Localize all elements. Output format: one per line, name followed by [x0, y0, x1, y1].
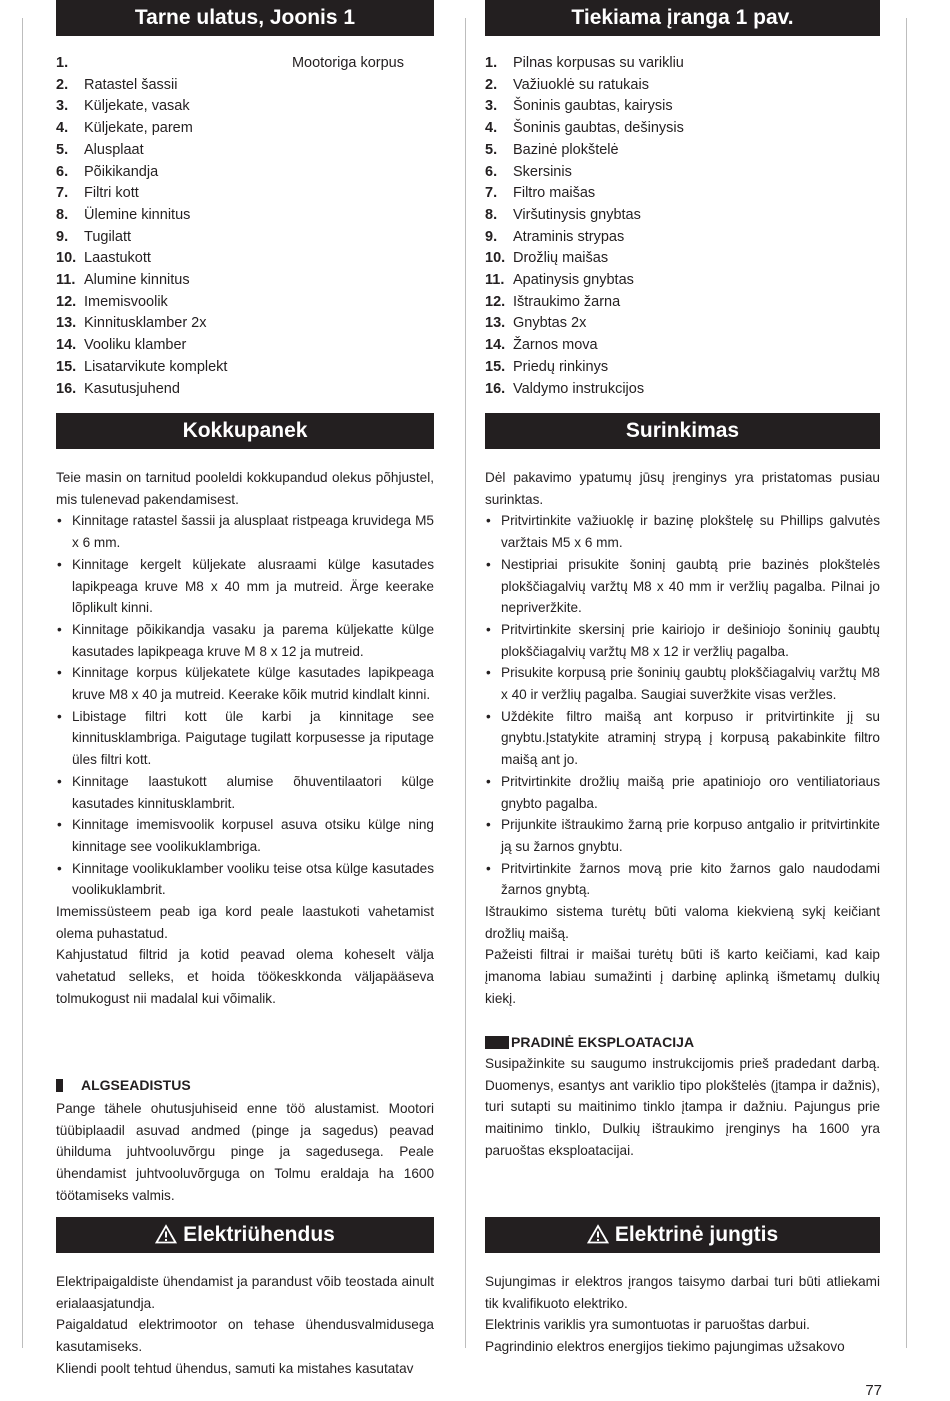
- list-item: 4. Šoninis gaubtas, dešinysis: [485, 120, 684, 137]
- left-electrical-section: [56, 1217, 434, 1380]
- list-item: 10. Laastukott: [56, 250, 151, 267]
- list-item: 13. Gnybtas 2x: [485, 315, 587, 332]
- right-margin-rule: [906, 18, 907, 1348]
- list-item: 6. Põikikandja: [56, 163, 159, 180]
- right-electrical-text-1: Sujungimas ir elektros įrangos taisymo darbai turi būti atliekami tik kvalifikuoto elektriko.: [485, 1274, 880, 1311]
- list-item: 2. Ratastel šassii: [56, 76, 178, 93]
- list-item: 15. Lisatarvikute komplekt: [56, 358, 228, 375]
- left-startup-text: Pange tähele ohutusjuhiseid enne töö alustamist. Mootori tüübiplaadil asuvad andmed (pinge ja sagedus) peavad ühilduma juhtvooluvõrgu pinge ja sagedusega. Peale ühendamist juhtvooluvõrguga on Tolmu eraldaja ha 1600 töötamiseks valmis.: [56, 1101, 434, 1203]
- right-startup-heading: PRADINĖ EKSPLOATACIJA: [485, 1033, 880, 1051]
- left-parts-list: [56, 53, 434, 400]
- list-item: • Pritvirtinkite žarnos movą prie kito žarnos galo naudodami žarnos gnybtą.: [485, 858, 880, 901]
- left-title-electrical: Elektriühendus: [56, 1217, 434, 1253]
- left-assembly-steps: [56, 510, 434, 901]
- list-item: 13. Kinnitusklamber 2x: [56, 315, 207, 332]
- list-item: 7. Filtro maišas: [485, 185, 596, 202]
- list-item: 16. Valdymo instrukcijos: [485, 380, 645, 397]
- right-parts-list: [485, 53, 880, 400]
- left-electrical-text-2: Paigaldatud elektrimootor on tehase ühendusvalmidusega kasutamiseks.: [56, 1317, 434, 1355]
- list-item: • Kinnitage korpus küljekatete külge kasutades lapikpeaga kruve M8 x 40 ja mutreid. Keerake kõik mutrid kindlalt kinni.: [56, 662, 434, 705]
- left-electrical-text-1: Elektripaigaldiste ühendamist ja parandust võib teostada ainult erialaasjatundja.: [56, 1274, 434, 1311]
- list-item: 2. Važiuoklė su ratukais: [485, 76, 649, 93]
- left-assembly-note-2: Kahjustatud filtrid ja kotid peavad olema koheselt välja vahetatud selleks, et hoida töökeskkonda väljapääseva tolmukogust nii madalal kui võimalik.: [56, 947, 434, 1006]
- list-item: • Kinnitage imemisvoolik korpusel asuva otsiku külge ning kinnitage see voolikuklambriga.: [56, 814, 434, 857]
- list-item: 5. Alusplaat: [56, 141, 144, 158]
- list-item: 5. Bazinė plokštelė: [485, 141, 619, 158]
- list-item: 3. Küljekate, vasak: [56, 98, 190, 115]
- list-item: • Kinnitage ratastel šassii ja alusplaat ristpeaga kruvidega M5 x 6 mm.: [56, 510, 434, 553]
- list-item: • Nestipriai prisukite šoninį gaubtą prie bazinės plokštelės plokščiagalvių varžtų M8 x 40 mm ir veržlių pagalba. Pilnai jo nepriveržkite.: [485, 554, 880, 619]
- left-assembly-intro: Teie masin on tarnitud pooleldi kokkupandud olekus põhjustel, mis tulenevad pakendamisest.: [56, 470, 434, 507]
- right-assembly-steps: [485, 510, 880, 901]
- list-item: 10. Drožlių maišas: [485, 250, 609, 267]
- list-item: • Pritvirtinkite drožlių maišą prie apatiniojo oro ventiliatoriaus gnybto pagalba.: [485, 771, 880, 814]
- list-item: 3. Šoninis gaubtas, kairysis: [485, 98, 673, 115]
- list-item: 12. Ištraukimo žarna: [485, 293, 621, 310]
- list-item: 11. Apatinysis gnybtas: [485, 272, 634, 289]
- list-item: • Kinnitage kergelt küljekate alusraami külge kasutades lapikpeaga kruve M8 x 40 mm ja mutreid. Ärge keerake lõplikult kinni.: [56, 554, 434, 619]
- list-item: 1. Mootoriga korpus: [56, 55, 404, 71]
- right-electrical-text-2: Elektrinis variklis yra sumontuotas ir paruoštas darbui.: [485, 1317, 810, 1333]
- left-margin-rule: [22, 18, 23, 1348]
- list-item: 14. Vooliku klamber: [56, 337, 187, 354]
- list-item: 9. Tugilatt: [56, 228, 132, 245]
- left-assembly-section: [56, 413, 434, 1010]
- list-item: 8. Viršutinysis gnybtas: [485, 206, 641, 223]
- list-item: 16. Kasutusjuhend: [56, 380, 180, 397]
- right-title-assembly: Surinkimas: [485, 413, 880, 449]
- list-item: 11. Alumine kinnitus: [56, 272, 190, 289]
- list-item: • Uždėkite filtro maišą ant korpuso ir pritvirtinkite jį su gnybtu.Įstatykite atraminį strypą į korpusą pakabinkite filtro maišą ant jo.: [485, 706, 880, 771]
- right-assembly-section: [485, 413, 880, 1010]
- right-title-scope: Tiekiama įranga 1 pav.: [485, 0, 880, 36]
- list-item: 8. Ülemine kinnitus: [56, 206, 191, 223]
- list-item: 1. Pilnas korpusas su varikliu: [485, 55, 684, 71]
- list-item: 14. Žarnos mova: [485, 337, 598, 354]
- right-electrical-section: [485, 1217, 880, 1358]
- right-startup-section: [485, 1033, 880, 1162]
- right-electrical-text-3: Pagrindinio elektros energijos tiekimo pajungimas užsakovo: [485, 1339, 845, 1355]
- right-startup-text: Susipažinkite su saugumo instrukcijomis prieš pradedant darbą. Duomenys, esantys ant variklio tipo plokštelės (įtampa ir dažnis), turi sutapti su maitinimo tinklo įtampa ir dažniu. Pajungus prie maitinimo tinklo, Dulkių ištraukimo įrenginys ha 1600 yra paruoštas eksploatacijai.: [485, 1056, 880, 1158]
- warning-icon: [587, 1224, 609, 1244]
- list-item: 9. Atraminis strypas: [485, 228, 625, 245]
- left-electrical-text-3: Kliendi poolt tehtud ühendus, samuti ka mistahes kasutatav: [56, 1360, 414, 1376]
- page-number: 77: [865, 1382, 882, 1399]
- heading-marker: [485, 1036, 509, 1049]
- list-item: • Kinnitage voolikuklamber vooliku teise otsa külge kasutades voolikuklambrit.: [56, 858, 434, 901]
- left-startup-section: [56, 1076, 434, 1207]
- list-item: • Pritvirtinkite važiuoklę ir bazinę plokštelę su Phillips galvutės varžtais M5 x 6 mm.: [485, 510, 880, 553]
- left-title-scope: Tarne ulatus, Joonis 1: [56, 0, 434, 36]
- right-column: [485, 0, 880, 400]
- list-item: • Prisukite korpusą prie šoninių gaubtų plokščiagalvių varžtų M8 x 40 ir veržlių pagalba. Saugiai suveržkite visas veržles.: [485, 662, 880, 705]
- warning-icon: [155, 1224, 177, 1244]
- list-item: 6. Skersinis: [485, 163, 572, 180]
- left-column: [56, 0, 434, 400]
- list-item: 12. Imemisvoolik: [56, 293, 168, 310]
- list-item: • Kinnitage põikikandja vasaku ja parema küljekatte külge kasutades lapikpeaga kruve M 8 x 12 ja mutreid.: [56, 619, 434, 662]
- list-item: 4. Küljekate, parem: [56, 120, 193, 137]
- list-item: • Pritvirtinkite skersinį prie kairiojo ir dešiniojo šoninių gaubtų plokščiagalvių varžtų M8 x 12 ir veržlių pagalba.: [485, 619, 880, 662]
- center-divider-rule: [465, 18, 466, 1348]
- right-assembly-note-2: Pažeisti filtrai ir maišai turėtų būti iš karto keičiami, kad kaip įmanoma labiau sumažinti į darbinę aplinką išmetamų dulkių kiekį.: [485, 947, 880, 1006]
- list-item: 15. Priedų rinkinys: [485, 358, 609, 375]
- left-assembly-note-1: Imemissüsteem peab iga kord peale laastukoti vahetamist olema puhastatud.: [56, 904, 434, 941]
- right-title-electrical: Elektrinė jungtis: [485, 1217, 880, 1253]
- heading-marker: [56, 1079, 63, 1092]
- list-item: • Prijunkite ištraukimo žarną prie korpuso antgalio ir pritvirtinkite ją su žarnos gnybtu.: [485, 814, 880, 857]
- right-assembly-note-1: Ištraukimo sistema turėtų būti valoma kiekvieną sykį keičiant drožlių maišą.: [485, 904, 880, 941]
- right-assembly-intro: Dėl pakavimo ypatumų jūsų įrenginys yra pristatomas pusiau surinktas.: [485, 470, 880, 507]
- list-item: 7. Filtri kott: [56, 185, 139, 202]
- list-item: • Kinnitage laastukott alumise õhuventilaatori külge kasutades kinnitusklambrit.: [56, 771, 434, 814]
- left-startup-heading: ALGSEADISTUS: [56, 1076, 434, 1094]
- list-item: • Libistage filtri kott üle karbi ja kinnitage see kinnitusklambriga. Paigutage tugilatt korpusesse ja riputage üles filtri kott.: [56, 706, 434, 771]
- left-title-assembly: Kokkupanek: [56, 413, 434, 449]
